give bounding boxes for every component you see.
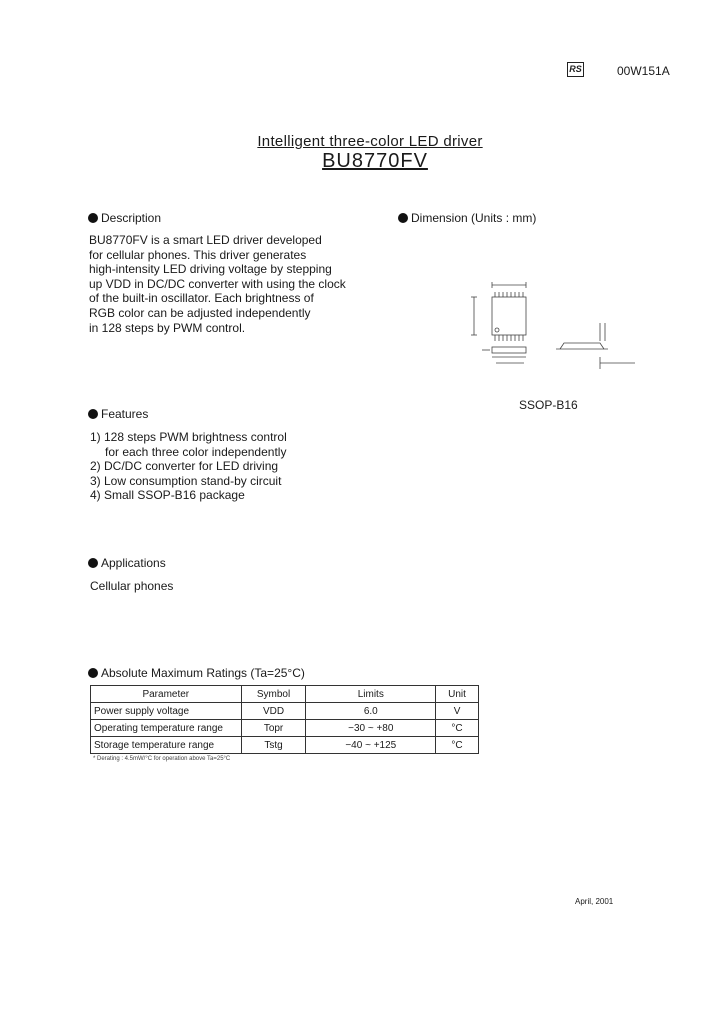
unit-cell: °C	[436, 737, 479, 754]
limits-cell: −40 ~ +125	[306, 737, 436, 754]
limits-cell: 6.0	[306, 703, 436, 720]
document-title: Intelligent three-color LED driver	[257, 133, 483, 150]
ratings-table	[90, 685, 479, 754]
description-line: of the built-in oscillator. Each brightness of	[89, 291, 314, 306]
table-row	[91, 737, 479, 754]
features-heading-text: Features	[101, 407, 149, 421]
document-number: 00W151A	[617, 64, 670, 78]
bullet-icon	[88, 409, 98, 419]
feature-item-continued: for each three color independently	[105, 444, 287, 459]
applications-heading-text: Applications	[101, 556, 166, 570]
column-header: Parameter	[91, 686, 242, 703]
description-line: BU8770FV is a smart LED driver developed	[89, 233, 322, 247]
package-dimension-drawing	[460, 275, 640, 380]
ratings-heading	[88, 666, 305, 680]
dimension-heading-text: Dimension (Units : mm)	[411, 211, 537, 225]
bullet-icon	[88, 213, 98, 223]
ratings-heading-text: Absolute Maximum Ratings (Ta=25°C)	[101, 666, 305, 680]
part-number: BU8770FV	[322, 150, 428, 172]
column-header: Symbol	[241, 686, 306, 703]
feature-item: 1) 128 steps PWM brightness control	[90, 430, 287, 444]
package-name: SSOP-B16	[519, 398, 578, 412]
parameter-cell: Power supply voltage	[91, 703, 242, 720]
table-header-row	[91, 686, 479, 703]
features-heading	[88, 407, 148, 421]
bullet-icon	[88, 668, 98, 678]
column-header: Limits	[306, 686, 436, 703]
description-line: up VDD in DC/DC converter with using the clock	[89, 276, 346, 291]
feature-item: 2) DC/DC converter for LED driving	[90, 459, 279, 474]
bullet-icon	[88, 558, 98, 568]
rohm-logo: RS	[567, 62, 584, 77]
description-line: RGB color can be adjusted independently	[89, 305, 311, 320]
parameter-cell: Storage temperature range	[91, 737, 242, 754]
features-list	[90, 430, 287, 503]
description-line: high-intensity LED driving voltage by stepping	[89, 262, 332, 277]
description-line: in 128 steps by PWM control.	[89, 320, 246, 335]
table-row	[91, 720, 479, 737]
description-heading	[88, 211, 161, 225]
description-line: for cellular phones. This driver generates	[89, 247, 307, 262]
symbol-cell: Topr	[241, 720, 306, 737]
bullet-icon	[398, 213, 408, 223]
derating-note: * Derating : 4.5mW/°C for operation above Ta=25°C	[93, 756, 231, 762]
unit-cell: V	[436, 703, 479, 720]
unit-cell: °C	[436, 720, 479, 737]
feature-item: 3) Low consumption stand-by circuit	[90, 473, 282, 488]
applications-heading	[88, 556, 166, 570]
column-header: Unit	[436, 686, 479, 703]
limits-cell: −30 ~ +80	[306, 720, 436, 737]
table-row	[91, 703, 479, 720]
dimension-heading	[398, 211, 536, 225]
parameter-cell: Operating temperature range	[91, 720, 242, 737]
publication-date: April, 2001	[575, 897, 614, 906]
applications-text: Cellular phones	[90, 579, 174, 593]
feature-item: 4) Small SSOP-B16 package	[90, 488, 245, 503]
description-body	[89, 233, 346, 335]
symbol-cell: Tstg	[241, 737, 306, 754]
description-heading-text: Description	[101, 211, 162, 225]
symbol-cell: VDD	[241, 703, 306, 720]
